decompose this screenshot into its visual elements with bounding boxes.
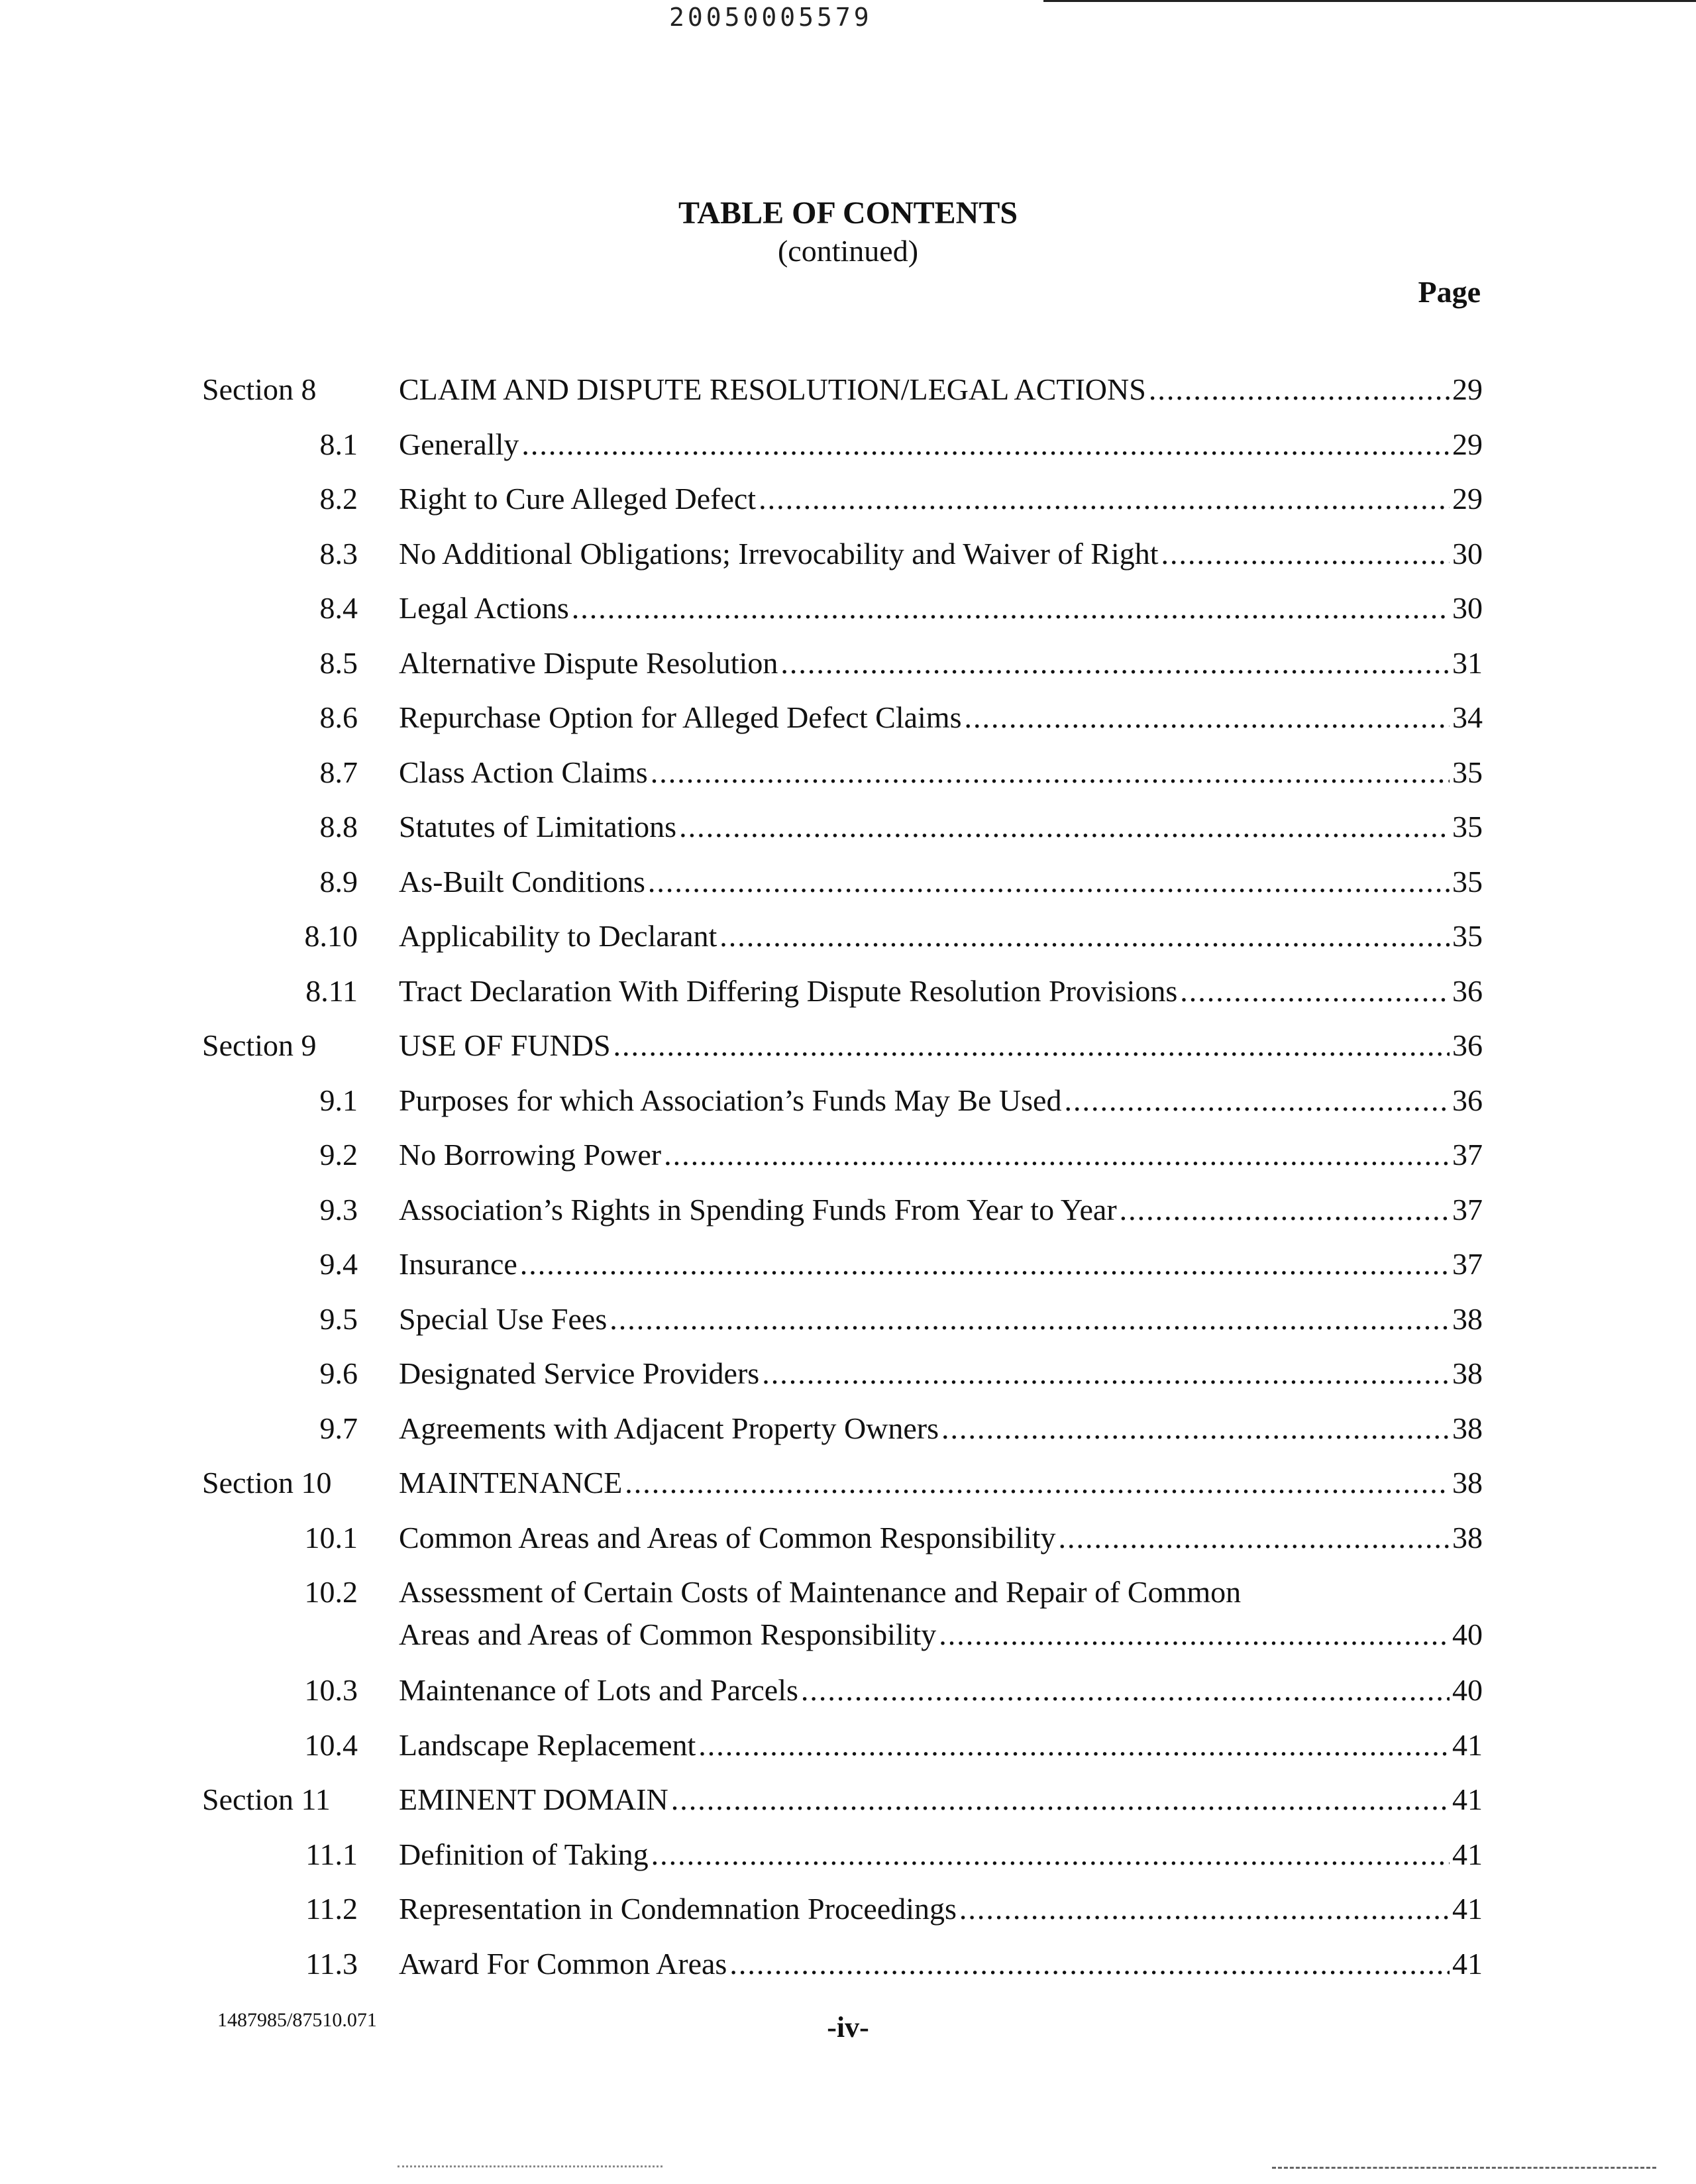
toc-entry-page: 38 (1452, 1466, 1483, 1500)
toc-entry-page: 30 (1452, 591, 1483, 625)
toc-entry-line (399, 587, 1483, 629)
toc-entry-page: 38 (1452, 1301, 1483, 1336)
toc-entry-number: 8.1 (319, 427, 358, 461)
dot-leader (959, 1888, 1450, 1930)
toc-entry-page: 37 (1452, 1138, 1483, 1172)
toc-entry-line (399, 751, 1483, 794)
toc-entry-page: 35 (1452, 810, 1483, 844)
toc-entry-number: Section 8 (202, 372, 317, 406)
toc-entry-number: 8.5 (319, 645, 358, 680)
toc-entry-line (399, 642, 1483, 684)
toc-entry-number: 10.1 (304, 1520, 358, 1555)
toc-entry-title: Purposes for which Association’s Funds May Be Used (399, 1083, 1062, 1117)
dot-leader (521, 423, 1450, 466)
dot-leader (572, 587, 1450, 629)
toc-entry-page: 38 (1452, 1520, 1483, 1555)
toc-entry-line (399, 1407, 1483, 1450)
dot-leader (625, 1462, 1450, 1504)
toc-entry-line (399, 423, 1483, 466)
toc-entry-number: 11.3 (305, 1946, 358, 1981)
toc-entry-number: 8.2 (319, 482, 358, 516)
dot-leader (759, 478, 1450, 520)
toc-entry-page: 30 (1452, 536, 1483, 571)
toc-entry-text (399, 1298, 1483, 1340)
footer-document-id: 1487985/87510.071 (217, 2009, 377, 2031)
toc-subsection-entry (0, 423, 1696, 478)
document-number: 20050005579 (669, 3, 873, 32)
toc-entry-number: 9.5 (319, 1301, 358, 1336)
dot-leader (613, 1024, 1450, 1067)
toc-entry-text (399, 1669, 1483, 1712)
toc-entry-text (399, 533, 1483, 575)
toc-entry-title: Alternative Dispute Resolution (399, 645, 778, 680)
toc-entry-number: 9.2 (319, 1138, 358, 1172)
toc-entry-text (399, 1352, 1483, 1395)
toc-entry-title: Areas and Areas of Common Responsibility (399, 1617, 937, 1651)
scan-artifact-dots (398, 2165, 662, 2169)
page-column-heading: Page (1418, 275, 1481, 309)
toc-entry-line (399, 806, 1483, 848)
toc-entry-number: 11.1 (305, 1837, 358, 1871)
toc-entry-text (399, 1571, 1483, 1656)
toc-entry-title: Class Action Claims (399, 755, 648, 789)
toc-entries (0, 368, 1696, 1997)
toc-entry-number: 9.3 (319, 1192, 358, 1227)
toc-entry-text (399, 970, 1483, 1012)
toc-entry-page: 41 (1452, 1727, 1483, 1762)
toc-section-entry (0, 1778, 1696, 1833)
toc-entry-line (399, 1134, 1483, 1176)
toc-section-entry (0, 1462, 1696, 1517)
toc-entry-text (399, 1833, 1483, 1876)
toc-entry-title-line1: Assessment of Certain Costs of Maintenance and Repair of Common (399, 1575, 1242, 1609)
toc-entry-title: Agreements with Adjacent Property Owners (399, 1411, 939, 1445)
toc-subsection-entry (0, 1189, 1696, 1244)
toc-entry-text (399, 1243, 1483, 1285)
toc-subsection-entry (0, 642, 1696, 697)
dot-leader (941, 1407, 1450, 1450)
toc-entry-number: 8.3 (319, 536, 358, 571)
toc-entry-title: Repurchase Option for Alleged Defect Claims (399, 700, 962, 734)
toc-entry-text (399, 1462, 1483, 1504)
toc-entry-text (399, 1407, 1483, 1450)
dot-leader (651, 1833, 1450, 1876)
toc-entry-text (399, 806, 1483, 848)
toc-entry-title: Legal Actions (399, 591, 569, 625)
toc-entry-text (399, 642, 1483, 684)
toc-entry-number: 9.6 (319, 1356, 358, 1390)
toc-entry-title: Maintenance of Lots and Parcels (399, 1673, 798, 1707)
dot-leader (964, 696, 1450, 739)
toc-entry-line (399, 1833, 1483, 1876)
toc-entry-title: No Borrowing Power (399, 1138, 662, 1172)
toc-entry-page: 36 (1452, 1028, 1483, 1062)
toc-entry-line (399, 1298, 1483, 1340)
toc-entry-line (399, 1888, 1483, 1930)
toc-entry-line (399, 1724, 1483, 1767)
toc-entry-text (399, 915, 1483, 957)
toc-entry-text (399, 587, 1483, 629)
toc-entry-text (399, 1517, 1483, 1559)
toc-entry-title: Award For Common Areas (399, 1946, 727, 1981)
toc-entry-line (399, 368, 1483, 411)
toc-entry-title: USE OF FUNDS (399, 1028, 611, 1062)
toc-entry-page: 40 (1452, 1617, 1483, 1651)
toc-entry-line (399, 1943, 1483, 1985)
dot-leader (671, 1778, 1450, 1821)
toc-entry-page: 37 (1452, 1247, 1483, 1281)
toc-subsection-entry (0, 1352, 1696, 1407)
toc-entry-line (399, 1778, 1483, 1821)
toc-subsection-entry (0, 1243, 1696, 1298)
toc-entry-title: Statutes of Limitations (399, 810, 677, 844)
toc-entry-title: MAINTENANCE (399, 1466, 623, 1500)
toc-entry-line (399, 915, 1483, 957)
toc-entry-text (399, 478, 1483, 520)
toc-entry-page: 41 (1452, 1837, 1483, 1871)
toc-subsection-entry (0, 751, 1696, 806)
toc-entry-line (399, 533, 1483, 575)
toc-entry-number: 8.10 (304, 919, 358, 953)
dot-leader (780, 642, 1450, 684)
toc-entry-page: 35 (1452, 919, 1483, 953)
dot-leader (1120, 1189, 1450, 1231)
toc-entry-title: Right to Cure Alleged Defect (399, 482, 757, 516)
toc-entry-title: No Additional Obligations; Irrevocability and Waiver of Right (399, 536, 1159, 571)
toc-entry-page: 41 (1452, 1892, 1483, 1926)
dot-leader (729, 1943, 1450, 1985)
toc-entry-number: 8.9 (319, 864, 358, 899)
toc-subsection-entry (0, 478, 1696, 533)
footer-page-number: -iv- (827, 2011, 869, 2044)
dot-leader (664, 1134, 1450, 1176)
toc-entry-line (399, 696, 1483, 739)
toc-entry-number: 11.2 (305, 1892, 358, 1926)
toc-subsection-entry (0, 861, 1696, 916)
toc-subsection-entry (0, 1943, 1696, 1998)
toc-entry-title: Common Areas and Areas of Common Responsibility (399, 1520, 1056, 1555)
toc-entry-text (399, 751, 1483, 794)
toc-subsection-entry (0, 1724, 1696, 1779)
toc-entry-number: 8.4 (319, 591, 358, 625)
toc-entry-page: 29 (1452, 427, 1483, 461)
dot-leader (719, 915, 1450, 957)
toc-entry-text (399, 1024, 1483, 1067)
dot-leader (1161, 533, 1450, 575)
toc-entry-number: 10.4 (304, 1727, 358, 1762)
toc-subsection-entry (0, 806, 1696, 861)
toc-entry-title: Landscape Replacement (399, 1727, 696, 1762)
toc-subsection-entry (0, 533, 1696, 588)
toc-entry-text (399, 696, 1483, 739)
dot-leader (520, 1243, 1450, 1285)
toc-entry-number: Section 11 (202, 1782, 331, 1816)
toc-entry-page: 37 (1452, 1192, 1483, 1227)
toc-entry-title: Definition of Taking (399, 1837, 649, 1871)
dot-leader (651, 751, 1450, 794)
dot-leader (648, 861, 1450, 903)
toc-entry-line (399, 1079, 1483, 1122)
toc-section-entry (0, 368, 1696, 423)
toc-entry-page: 29 (1452, 372, 1483, 406)
toc-entry-number: 8.11 (305, 973, 358, 1008)
toc-subsection-entry (0, 1079, 1696, 1134)
toc-entry-text (399, 1134, 1483, 1176)
toc-subsection-entry (0, 1669, 1696, 1724)
toc-entry-number: 10.2 (304, 1575, 358, 1609)
toc-entry-text (399, 423, 1483, 466)
toc-entry-number: 8.7 (319, 755, 358, 789)
toc-entry-line (399, 1462, 1483, 1504)
toc-entry-number: 9.1 (319, 1083, 358, 1117)
scan-artifact-rule (1272, 2167, 1656, 2170)
toc-entry-line (399, 1189, 1483, 1231)
toc-entry-page: 36 (1452, 973, 1483, 1008)
toc-entry-title: Designated Service Providers (399, 1356, 760, 1390)
toc-entry-line (399, 1613, 1483, 1656)
toc-entry-line (399, 970, 1483, 1012)
toc-entry-title: As-Built Conditions (399, 864, 645, 899)
dot-leader (801, 1669, 1450, 1712)
toc-entry-title: Insurance (399, 1247, 517, 1281)
dot-leader (610, 1298, 1450, 1340)
toc-subtitle: (continued) (777, 234, 919, 268)
toc-entry-title: EMINENT DOMAIN (399, 1782, 668, 1816)
dot-leader (1149, 368, 1450, 411)
toc-entry-page: 35 (1452, 864, 1483, 899)
toc-entry-number: 9.7 (319, 1411, 358, 1445)
dot-leader (1064, 1079, 1450, 1122)
toc-entry-number: Section 9 (202, 1028, 317, 1062)
toc-entry-line (399, 478, 1483, 520)
toc-subsection-entry (0, 1888, 1696, 1943)
toc-entry-text (399, 1888, 1483, 1930)
top-rule (1043, 0, 1696, 2)
toc-title: TABLE OF CONTENTS (678, 195, 1018, 231)
toc-entry-text (399, 1189, 1483, 1231)
dot-leader (698, 1724, 1450, 1767)
toc-subsection-entry (0, 1298, 1696, 1353)
toc-entry-page: 31 (1452, 645, 1483, 680)
toc-entry-page: 41 (1452, 1782, 1483, 1816)
toc-entry-number: 8.8 (319, 810, 358, 844)
dot-leader (1180, 970, 1450, 1012)
toc-entry-page: 38 (1452, 1411, 1483, 1445)
toc-entry-text (399, 861, 1483, 903)
dot-leader (679, 806, 1450, 848)
toc-subsection-entry (0, 1517, 1696, 1572)
toc-subsection-entry (0, 970, 1696, 1025)
toc-entry-number: 9.4 (319, 1247, 358, 1281)
toc-entry-page: 38 (1452, 1356, 1483, 1390)
toc-entry-line (399, 1517, 1483, 1559)
toc-entry-page: 35 (1452, 755, 1483, 789)
toc-subsection-entry (0, 1407, 1696, 1462)
toc-entry-number: 8.6 (319, 700, 358, 734)
toc-entry-page: 29 (1452, 482, 1483, 516)
toc-entry-text (399, 1943, 1483, 1985)
toc-entry-line (399, 1024, 1483, 1067)
dot-leader (939, 1613, 1450, 1656)
dot-leader (762, 1352, 1450, 1395)
toc-entry-page: 41 (1452, 1946, 1483, 1981)
toc-entry-title: Generally (399, 427, 519, 461)
toc-entry-page: 36 (1452, 1083, 1483, 1117)
toc-entry-title: Special Use Fees (399, 1301, 608, 1336)
toc-entry-page: 40 (1452, 1673, 1483, 1707)
toc-entry-text (399, 1079, 1483, 1122)
toc-entry-line (399, 1243, 1483, 1285)
toc-subsection-entry (0, 1571, 1696, 1669)
toc-subsection-entry (0, 587, 1696, 642)
toc-subsection-entry (0, 915, 1696, 970)
toc-entry-line (399, 1669, 1483, 1712)
toc-entry-line (399, 861, 1483, 903)
toc-entry-title: Tract Declaration With Differing Dispute Resolution Provisions (399, 973, 1178, 1008)
toc-entry-title: Applicability to Declarant (399, 919, 717, 953)
toc-subsection-entry (0, 696, 1696, 751)
toc-subsection-entry (0, 1134, 1696, 1189)
toc-entry-page: 34 (1452, 700, 1483, 734)
toc-entry-text (399, 1724, 1483, 1767)
toc-subsection-entry (0, 1833, 1696, 1888)
toc-section-entry (0, 1024, 1696, 1079)
toc-entry-title: Representation in Condemnation Proceedings (399, 1892, 957, 1926)
toc-entry-number: 10.3 (304, 1673, 358, 1707)
toc-entry-number: Section 10 (202, 1466, 332, 1500)
toc-entry-line (399, 1352, 1483, 1395)
toc-entry-text (399, 1778, 1483, 1821)
toc-entry-text (399, 368, 1483, 411)
dot-leader (1059, 1517, 1450, 1559)
toc-entry-title: Association’s Rights in Spending Funds From Year to Year (399, 1192, 1117, 1227)
toc-entry-title: CLAIM AND DISPUTE RESOLUTION/LEGAL ACTIONS (399, 372, 1146, 406)
